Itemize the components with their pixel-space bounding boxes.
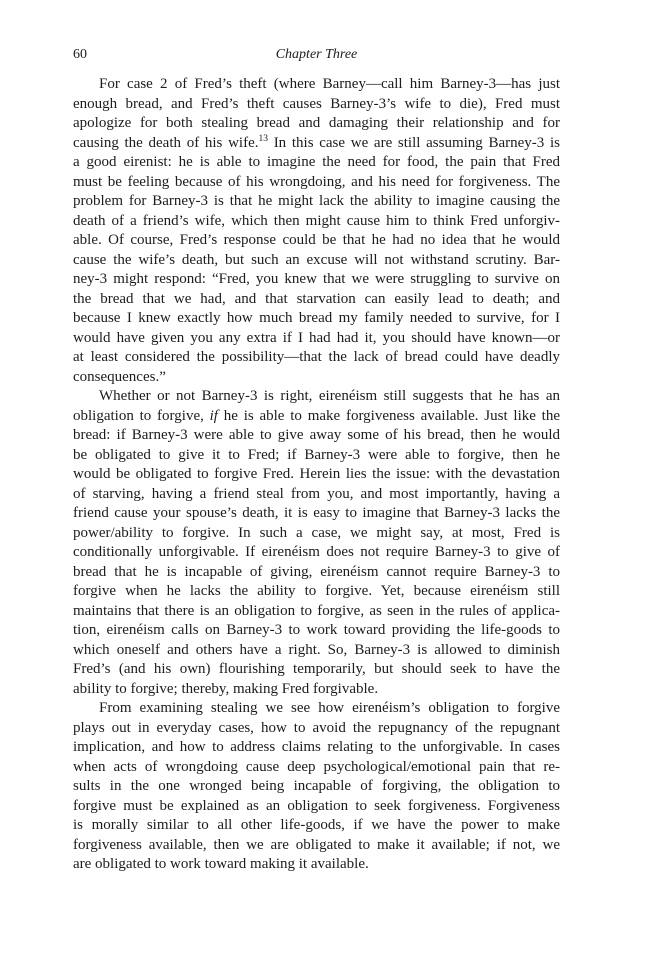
text-line: consequences.” [73, 368, 166, 385]
text-line: forgive when he lacks the ability to forgive. Yet, because eirenéism still [73, 583, 560, 599]
paragraph-2 [73, 387, 560, 699]
text-line: because I knew exactly how much bread my family needed to survive, for I [73, 310, 560, 326]
text-line: of starving, having a friend steal from you, and most importantly, having a [73, 485, 560, 502]
text-line: friend cause your spouse’s death, it is easy to imagine that Barney-3 lacks the [73, 505, 560, 521]
text-line: bread that he is incapable of giving, eirenéism cannot require Barney-3 to [73, 563, 560, 580]
text-line: would be obligated to forgive Fred. Herein lies the issue: with the devastation [73, 466, 560, 482]
text-line: forgiveness available, then we are obligated to make it available; if not, we [73, 836, 560, 853]
text-line: tion, eirenéism calls on Barney-3 to work toward providing the life-goods to [73, 622, 560, 638]
text-line: would have given you any extra if I had had it, you should have known—or [73, 329, 560, 346]
chapter-title: Chapter Three [275, 47, 358, 62]
text-line: For case 2 of Fred’s theft (where Barney—call him Barney-3—has just [99, 76, 560, 92]
page-number: 60 [73, 47, 87, 62]
text-line: are obligated to work toward making it available. [73, 856, 369, 872]
text-line: Whether or not Barney-3 is right, eirenéism still suggests that he has an [99, 388, 560, 404]
text-line: at least considered the possibility—that the lack of bread could have deadly [73, 349, 560, 365]
text-segment: In this case we are still assuming Barney-3 is [268, 134, 560, 151]
paragraph-3 [73, 699, 560, 875]
text-line: maintains that there is an obligation to forgive, as seen in the rules of applica- [73, 602, 560, 619]
paragraph-1 [73, 75, 560, 387]
text-line: sults in the one wronged being incapable of forgiving, the obligation to [73, 778, 560, 794]
running-head [73, 47, 560, 67]
text-line: able. Of course, Fred’s response could be that he had no idea that he would [73, 232, 560, 248]
text-line: the bread that we had, and that starvation can easily lead to death; and [73, 290, 560, 307]
text-line: Fred’s (and his own) flourishing temporarily, but should seek to have the [73, 661, 560, 677]
text-line: bread: if Barney-3 were able to give away some of his bread, then he would [73, 427, 560, 443]
text-line: is morally similar to all other life-goods, if we have the power to make [73, 817, 560, 833]
text-line: cause the wife’s death, but such an excuse will not withstand scrutiny. Bar- [73, 251, 560, 268]
text-line [73, 407, 560, 427]
text-line: power/ability to forgive. In such a case, we might say, at most, Fred is [73, 524, 560, 541]
text-line: be obligated to give it to Fred; if Barney-3 were able to forgive, then he [73, 446, 560, 463]
text-line: From examining stealing we see how eirenéism’s obligation to forgive [99, 700, 560, 716]
text-line: ability to forgive; thereby, making Fred forgivable. [73, 680, 379, 697]
text-segment: causing the death of his wife. [73, 134, 259, 151]
body-text [73, 75, 560, 875]
text-line: ney-3 might respond: “Fred, you knew that we were struggling to survive on [73, 271, 560, 287]
text-segment: he is able to make forgiveness available. Just like the [217, 407, 561, 424]
footnote-marker[interactable]: 13 [258, 133, 268, 144]
text-line: implication, and how to address claims relating to the unforgivable. In cases [73, 739, 560, 755]
text-line: conditionally unforgivable. If eirenéism does not require Barney-3 to give of [73, 544, 560, 560]
text-line: enough bread, and Fred’s theft causes Barney-3’s wife to die), Fred must [73, 95, 560, 112]
text-segment: obligation to forgive, [73, 407, 210, 424]
text-line: problem for Barney-3 is that he might lack the ability to imagine causing the [73, 193, 560, 209]
text-line: plays out in everyday cases, how to avoid the repugnancy of the repugnant [73, 719, 560, 736]
text-line: which oneself and others have a right. So, Barney-3 is allowed to diminish [73, 641, 560, 658]
text-line: forgive must be explained as an obligation to seek forgiveness. Forgiveness [73, 797, 560, 814]
text-line: death of a friend’s wife, which then might cause him to think Fred unforgiv- [73, 212, 560, 229]
text-line: a good eirenist: he is able to imagine the need for food, the pain that Fred [73, 154, 560, 170]
text-line: when acts of wrongdoing cause deep psychological/emotional pain that re- [73, 758, 560, 775]
text-line: must be feeling because of his wrongdoing, and his need for forgiveness. The [73, 173, 560, 190]
text-line: apologize for both stealing bread and damaging their relationship and for [73, 115, 560, 131]
text-line [73, 134, 560, 154]
italic-emphasis: if [209, 407, 218, 424]
